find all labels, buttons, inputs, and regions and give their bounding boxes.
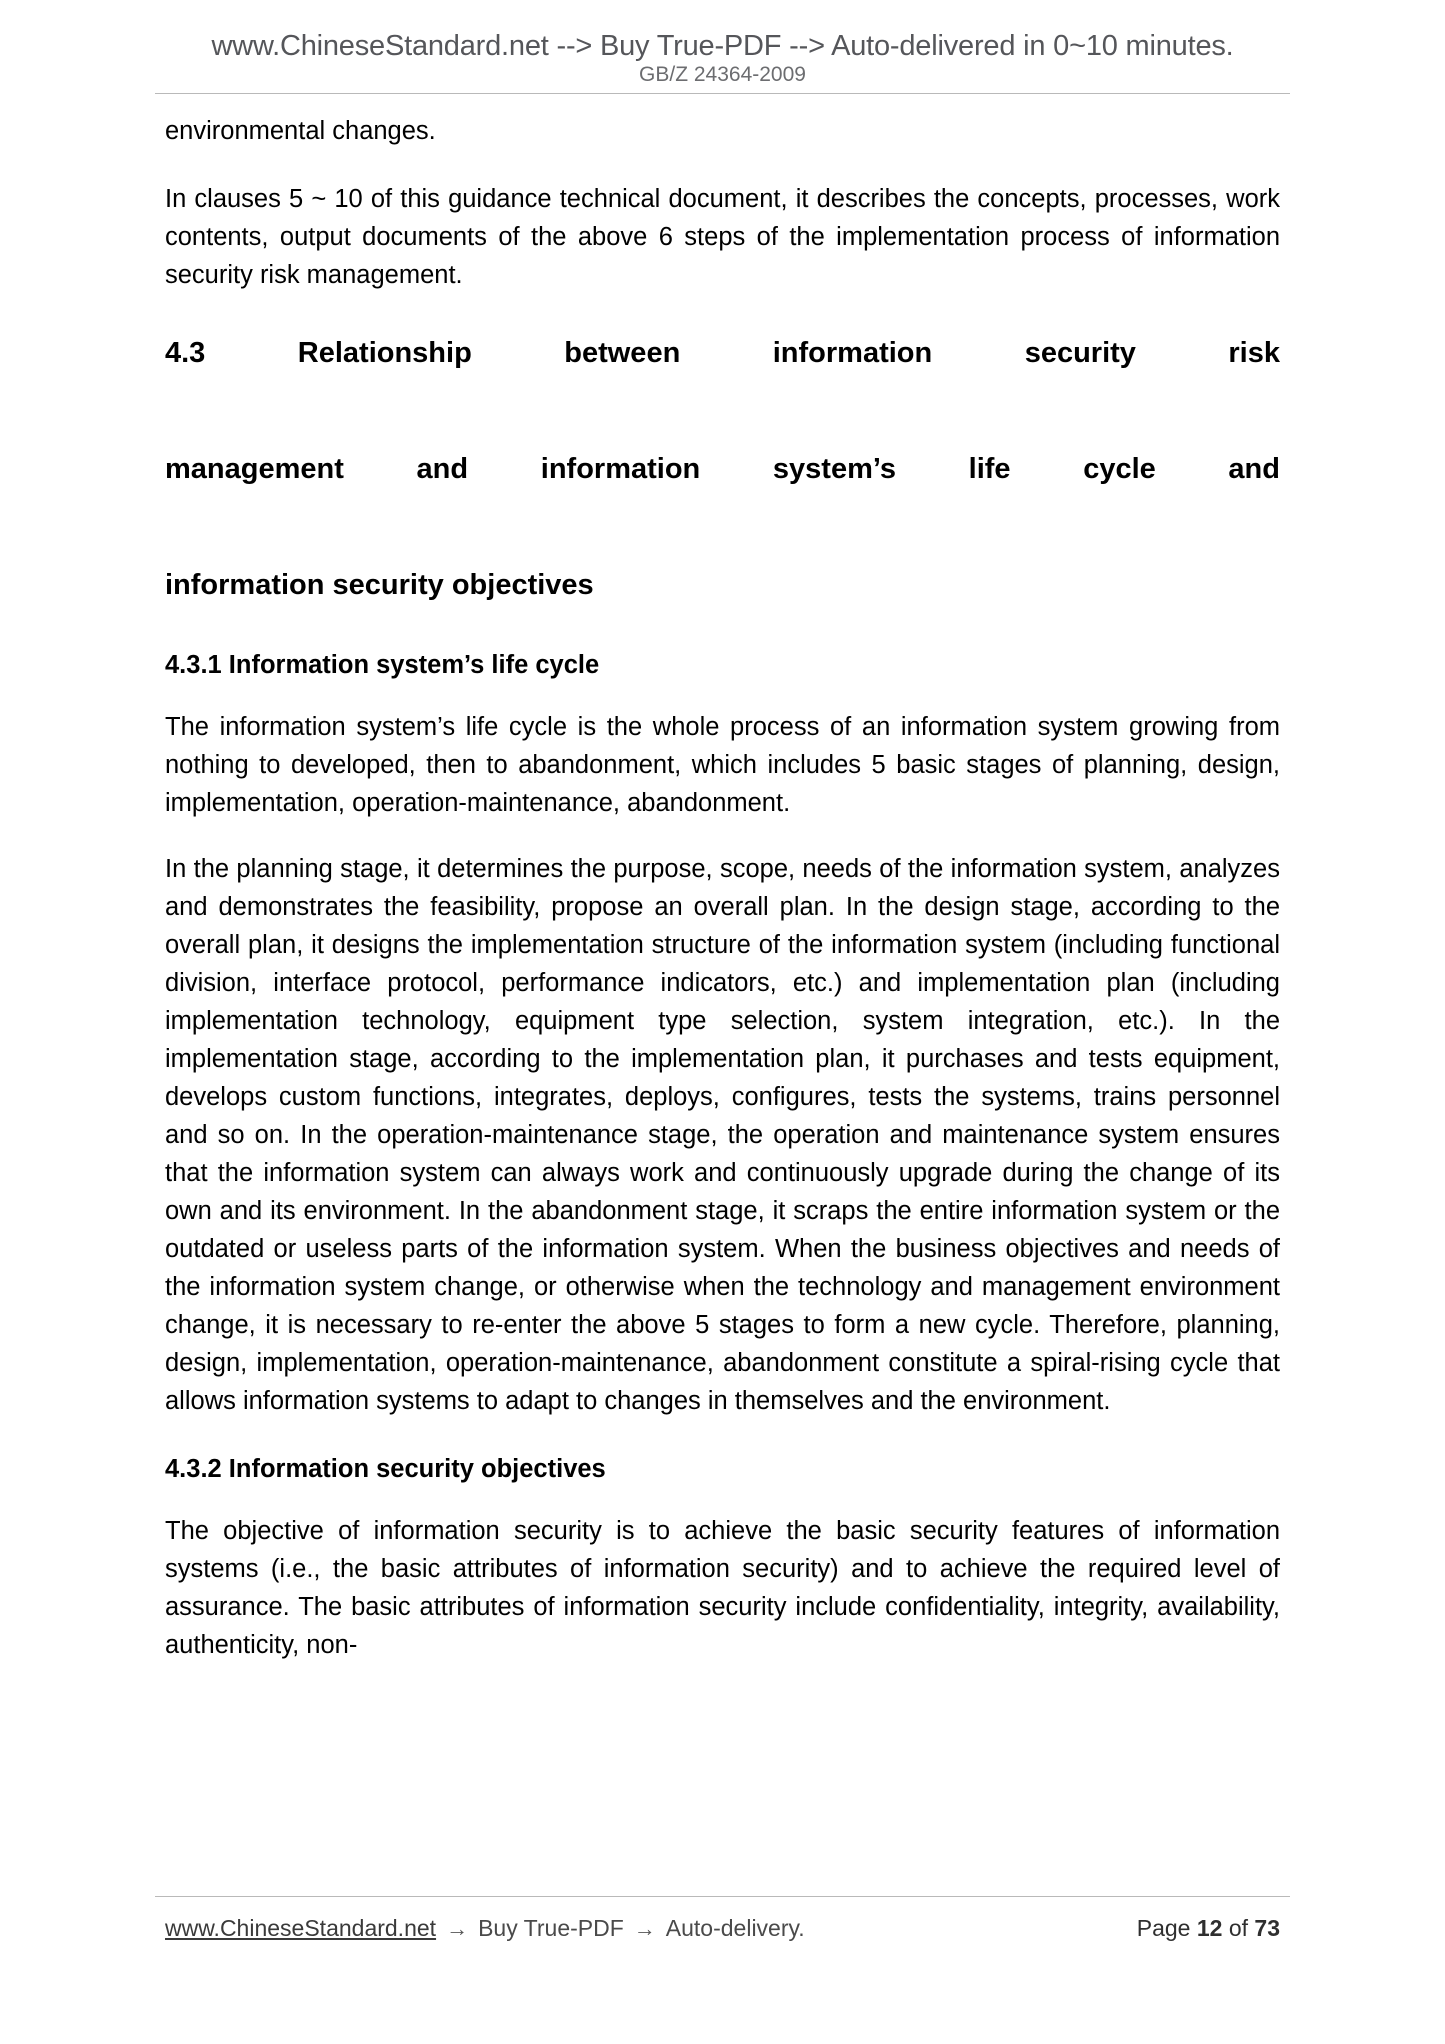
heading-4-3-line-3: information security objectives [165, 569, 594, 601]
heading-4-3-line-2: management and information system’s life cycle and [165, 453, 1280, 485]
header-promo-text: www.ChineseStandard.net --> Buy True-PDF --> Auto-delivered in 0~10 minutes. [211, 30, 1234, 62]
footer-delivery-label: Auto-delivery. [665, 1915, 805, 1941]
arrow-right-icon-2: → [633, 1916, 656, 1941]
heading-4-3 [165, 324, 1280, 614]
header-divider [155, 93, 1290, 94]
footer-pagination [1137, 1915, 1280, 1942]
footer-divider [155, 1896, 1290, 1897]
paragraph-environmental-changes: environmental changes. [165, 117, 436, 145]
footer-links [165, 1915, 805, 1942]
page-label: Page [1136, 1915, 1191, 1941]
document-content [165, 112, 1280, 1692]
paragraph-security-objectives: The objective of information security is to achieve the basic security features of information systems (i.e., the basic attributes of information security) and to achieve the required level of assurance. The basic attributes of information security include confidentiality, integrity, availability, authenticity, non- [165, 1517, 1280, 1659]
footer-site-link[interactable]: www.ChineseStandard.net [165, 1915, 437, 1941]
of-label: of [1228, 1915, 1249, 1941]
paragraph-life-cycle-definition: The information system’s life cycle is the whole process of an information system growing from nothing to developed, then to abandonment, which includes 5 basic stages of planning, design, implementation, operation-maintenance, abandonment. [165, 713, 1280, 817]
total-pages: 73 [1254, 1915, 1280, 1941]
header-standard-code: GB/Z 24364-2009 [639, 63, 806, 86]
heading-4-3-1: 4.3.1 Information system’s life cycle [165, 651, 600, 679]
heading-4-3-line-1: 4.3 Relationship between information security risk [165, 337, 1280, 369]
footer-buy-label: Buy True-PDF [478, 1915, 624, 1941]
heading-4-3-2: 4.3.2 Information security objectives [165, 1455, 606, 1483]
page-footer [165, 1915, 1280, 1942]
paragraph-clauses-overview: In clauses 5 ~ 10 of this guidance technical document, it describes the concepts, processes, work contents, output documents of the above 6 steps of the implementation process of information security risk management. [165, 185, 1280, 289]
paragraph-stages-description: In the planning stage, it determines the purpose, scope, needs of the information system, analyzes and demonstrates the feasibility, propose an overall plan. In the design stage, according to the overall plan, it designs the implementation structure of the information system (including functional division, interface protocol, performance indicators, etc.) and implementation plan (including implementation technology, equipment type selection, system integration, etc.). In the implementation stage, according to the implementation plan, it purchases and tests equipment, develops custom functions, integrates, deploys, configures, tests the systems, trains personnel and so on. In the operation-maintenance stage, the operation and maintenance system ensures that the information system can always work and continuously upgrade during the change of its own and its environment. In the abandonment stage, it scraps the entire information system or the outdated or useless parts of the information system. When the business objectives and needs of the information system change, or otherwise when the technology and management environment change, it is necessary to re-enter the above 5 stages to form a new cycle. Therefore, planning, design, implementation, operation-maintenance, abandonment constitute a spiral-rising cycle that allows information systems to adapt to changes in themselves and the environment. [165, 855, 1280, 1415]
page-number: 12 [1196, 1915, 1223, 1941]
arrow-right-icon: → [446, 1916, 469, 1941]
